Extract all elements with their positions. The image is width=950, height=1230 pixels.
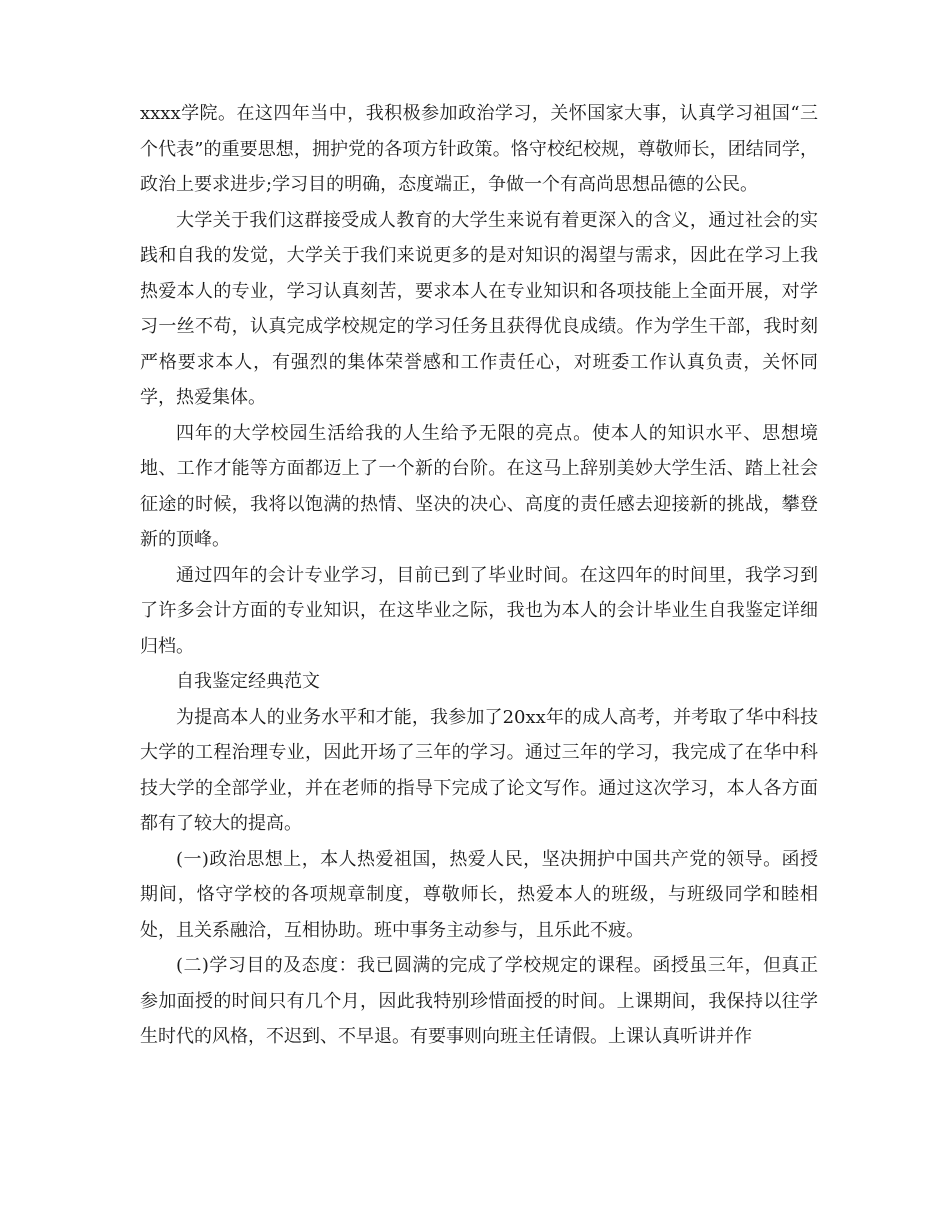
paragraph-4: 通过四年的会计专业学习，目前已到了毕业时间。在这四年的时间里，我学习到了许多会计方面的专业知识，在这毕业之际，我也为本人的会计毕业生自我鉴定详细归档。: [140, 564, 818, 657]
document-body: [140, 96, 818, 1055]
paragraph-5: 为提高本人的业务水平和才能，我参加了20xx年的成人高考，并考取了华中科技大学的工程治理专业，因此开场了三年的学习。通过三年的学习，我完成了在华中科技大学的全部学业，并在老师的指导下完成了论文写作。通过这次学习，本人各方面都有了较大的提高。: [140, 706, 818, 834]
paragraph-3: 四年的大学校园生活给我的人生给予无限的亮点。使本人的知识水平、思想境地、工作才能等方面都迈上了一个新的台阶。在这马上辞别美妙大学生活、踏上社会征途的时候，我将以饱满的热情、坚决的决心、高度的责任感去迎接新的挑战，攀登新的顶峰。: [140, 422, 818, 550]
paragraph-6: (一)政治思想上，本人热爱祖国，热爱人民，坚决拥护中国共产党的领导。函授期间，恪守学校的各项规章制度，尊敬师长，热爱本人的班级，与班级同学和睦相处，且关系融洽，互相协助。班中事务主动参与，且乐此不疲。: [140, 848, 818, 941]
section-heading: 自我鉴定经典范文: [176, 671, 320, 692]
paragraph-1: xxxx学院。在这四年当中，我积极参加政治学习，关怀国家大事，认真学习祖国“三个代表”的重要思想，拥护党的各项方针政策。恪守校纪校规，尊敬师长，团结同学，政治上要求进步;学习目的明确，态度端正，争做一个有高尚思想品德的公民。: [140, 103, 818, 195]
paragraph-7: (二)学习目的及态度：我已圆满的完成了学校规定的课程。函授虽三年，但真正参加面授的时间只有几个月，因此我特别珍惜面授的时间。上课期间，我保持以往学生时代的风格，不迟到、不早退。有要事则向班主任请假。上课认真听讲并作: [140, 955, 818, 1047]
paragraph-2: 大学关于我们这群接受成人教育的大学生来说有着更深入的含义，通过社会的实践和自我的发觉，大学关于我们来说更多的是对知识的渴望与需求，因此在学习上我热爱本人的专业，学习认真刻苦，要求本人在专业知识和各项技能上全面开展，对学习一丝不苟，认真完成学校规定的学习任务且获得优良成绩。作为学生干部，我时刻严格要求本人，有强烈的集体荣誉感和工作责任心，对班委工作认真负责，关怀同学，热爱集体。: [140, 209, 818, 408]
